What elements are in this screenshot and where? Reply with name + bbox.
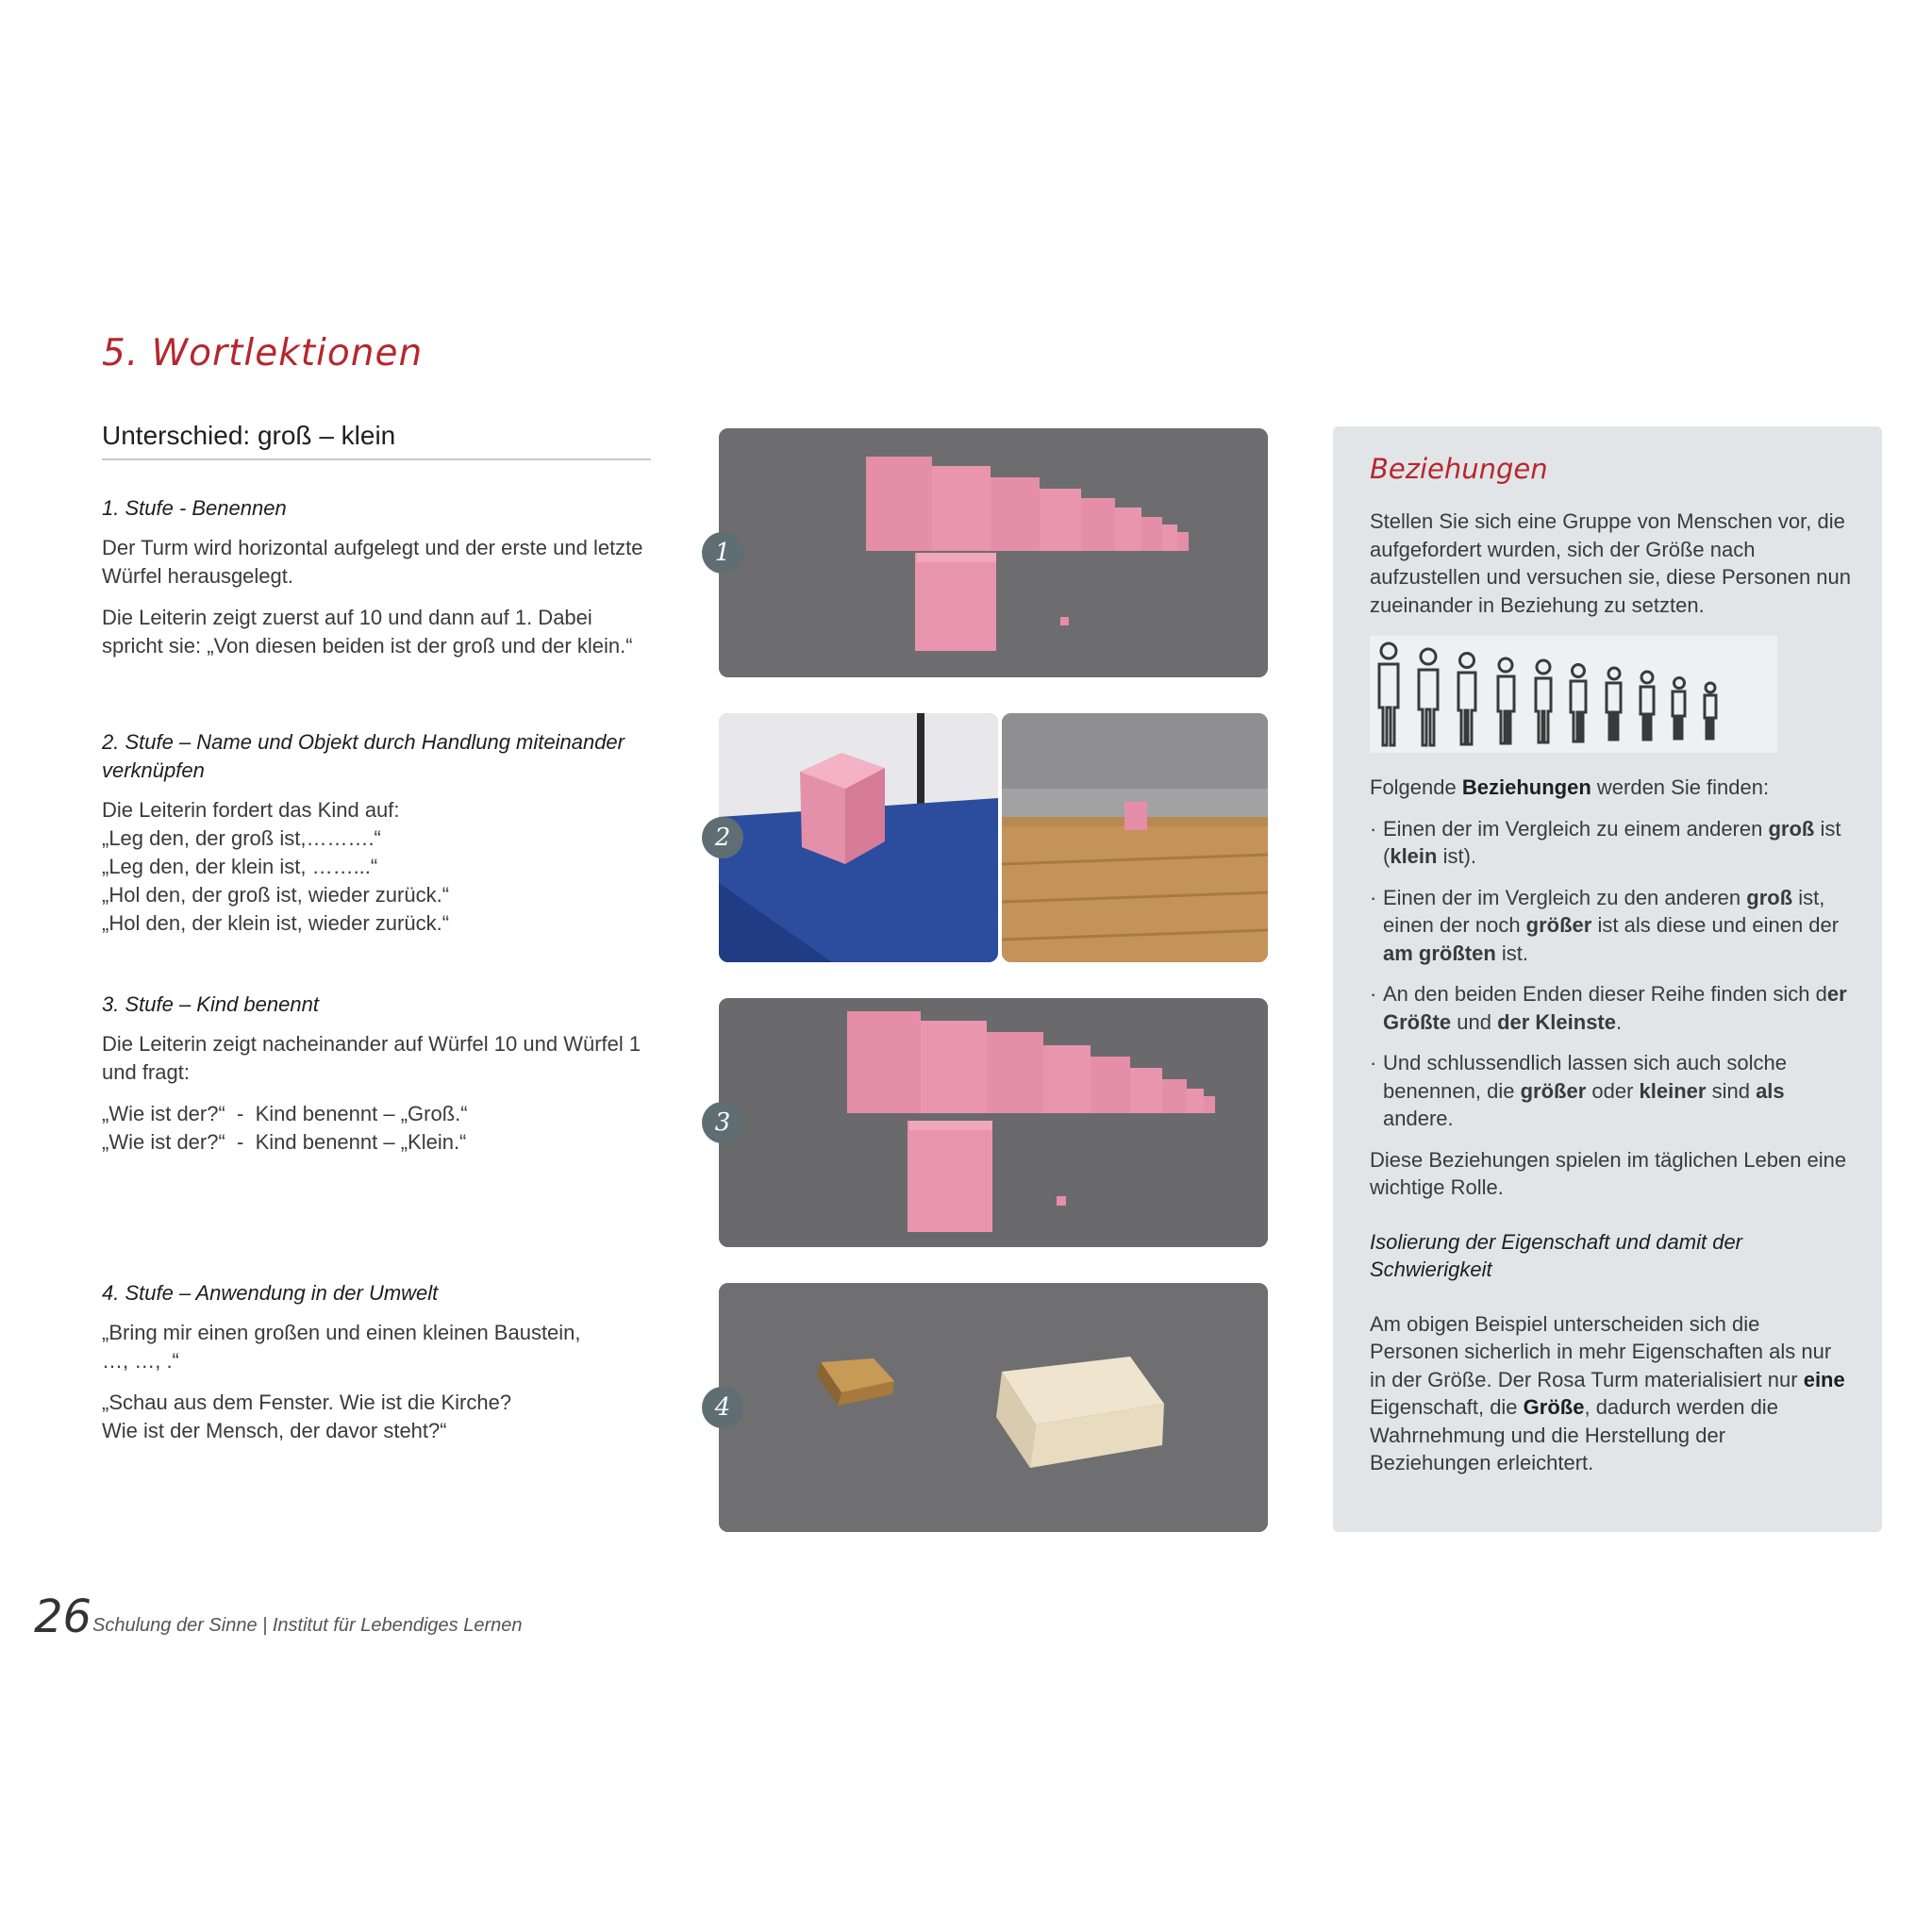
cube-under-sofa-illustration <box>1002 713 1268 962</box>
stage-1-heading: 1. Stufe - Benennen <box>102 496 287 520</box>
sidebar-bullet: · An den beiden Enden dieser Reihe finden sich der Größte und der Kleinste. <box>1370 982 1847 1034</box>
stage-1 <box>102 494 654 660</box>
cube-on-mat-illustration <box>719 713 998 962</box>
sidebar-title: Beziehungen <box>1370 453 1548 485</box>
sidebar-last-paragraph: Am obigen Beispiel unterscheiden sich die Personen sicherlich in mehr Eigenschaften als nur in der Größe. Der Rosa Turm materialisiert nur eine Eigenschaft, die Größe, dadurch werden die Wahrnehmung und die Herstellung der Beziehungen erleichtert. <box>1370 1311 1845 1474</box>
stage-2-text: „Hol den, der klein ist, wieder zurück.“ <box>102 911 450 935</box>
stage-2-text: „Hol den, der groß ist, wieder zurück.“ <box>102 883 450 907</box>
photo-number-badge: 1 <box>702 532 743 574</box>
stage-1-text: Der Turm wird horizontal aufgelegt und der erste und letzte Würfel herausgelegt. <box>102 536 643 588</box>
chapter-title: 5. Wortlektionen <box>102 332 424 375</box>
photo-cube-on-mat <box>719 713 998 962</box>
stage-2-text: Die Leiterin fordert das Kind auf: <box>102 798 400 822</box>
stage-4-heading: 4. Stufe – Anwendung in der Umwelt <box>102 1281 439 1305</box>
stage-4-text: „Bring mir einen großen und einen kleinen Baustein, …, …, .“ <box>102 1321 581 1373</box>
stage-3-text: „Wie ist der?“ - Kind benennt – „Groß.“ <box>102 1102 468 1125</box>
sidebar-bullet: · Einen der im Vergleich zu einem anderen groß ist (klein ist). <box>1370 816 1841 868</box>
stage-2 <box>102 728 654 938</box>
stage-2-heading: 2. Stufe – Name und Objekt durch Handlung miteinander verknüpfen <box>102 730 625 782</box>
sidebar-find-line: Folgende Beziehungen werden Sie finden: <box>1370 775 1770 799</box>
section-title: Unterschied: groß – klein <box>102 421 651 460</box>
sidebar-intro: Stellen Sie sich eine Gruppe von Menschen vor, die aufgefordert wurden, sich der Größe nach aufzustellen und versuchen sie, diese Personen nun zueinander in Beziehung zu setzten. <box>1370 509 1852 617</box>
stage-4-text: „Schau aus dem Fenster. Wie ist die Kirche? Wie ist der Mensch, der davor steht?“ <box>102 1391 512 1442</box>
stage-3-heading: 3. Stufe – Kind benennt <box>102 992 319 1016</box>
sidebar-closing: Diese Beziehungen spielen im täglichen Leben eine wichtige Rolle. <box>1370 1147 1847 1199</box>
sidebar-bullet: · Und schlussendlich lassen sich auch solche benennen, die größer oder kleiner sind als andere. <box>1370 1051 1788 1130</box>
sidebar-content <box>1370 508 1851 1477</box>
people-figures-illustration <box>1370 636 1777 753</box>
photo-wooden-blocks <box>719 1283 1268 1532</box>
wooden-blocks-illustration <box>719 1283 1268 1532</box>
photo-cube-under-sofa <box>1002 713 1268 962</box>
sidebar-subheading: Isolierung der Eigenschaft und damit der Schwierigkeit <box>1370 1229 1743 1281</box>
pink-tower-illustration <box>719 428 1268 677</box>
photo-number-badge: 2 <box>702 817 743 858</box>
photo-pink-tower-3 <box>719 998 1268 1247</box>
stage-1-text: Die Leiterin zeigt zuerst auf 10 und dann auf 1. Dabei spricht sie: „Von diesen beiden ist der groß und der klein.“ <box>102 606 633 658</box>
stage-3-text: Die Leiterin zeigt nacheinander auf Würfel 10 und Würfel 1 und fragt: <box>102 1032 641 1084</box>
sidebar-bullet: · Einen der im Vergleich zu den anderen groß ist, einen der noch größer ist als diese und einen der am größten ist. <box>1370 885 1840 965</box>
pink-tower-illustration <box>719 998 1268 1247</box>
stage-3 <box>102 991 654 1157</box>
stage-4 <box>102 1279 654 1445</box>
stage-3-text: „Wie ist der?“ - Kind benennt – „Klein.“ <box>102 1130 467 1154</box>
photo-pink-tower-1 <box>719 428 1268 677</box>
photo-number-badge: 4 <box>702 1387 743 1428</box>
stage-2-text: „Leg den, der klein ist, ……...“ <box>102 855 378 878</box>
footer-text: Schulung der Sinne | Institut für Lebendiges Lernen <box>92 1615 523 1636</box>
stage-2-text: „Leg den, der groß ist,……….“ <box>102 826 381 850</box>
photo-number-badge: 3 <box>702 1102 743 1143</box>
page-number: 26 <box>34 1591 92 1643</box>
